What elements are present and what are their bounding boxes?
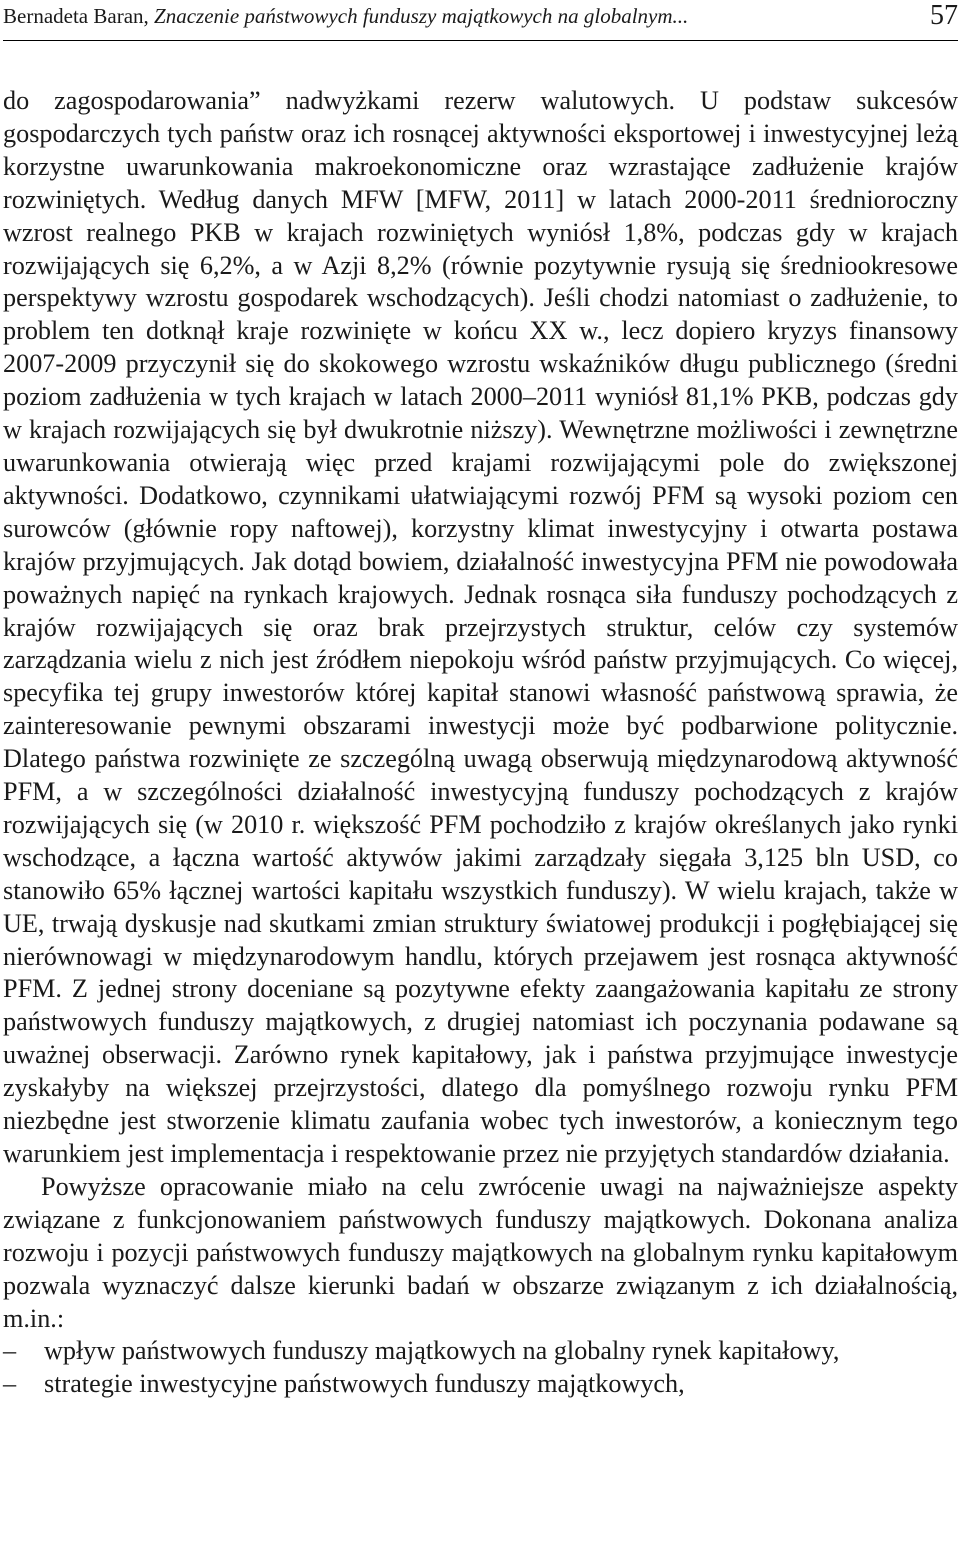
header-title: Znaczenie państwowych funduszy majątkowych na globalnym... [154,4,689,28]
list-item-text: wpływ państwowych funduszy majątkowych na globalny rynek kapitałowy, [44,1336,840,1366]
list-item [3,1368,958,1401]
list-marker: – [3,1369,17,1399]
paragraph: do zagospodarowania” nadwyżkami rezerw walutowych. U podstaw sukcesów gospodarczych tych państw oraz ich rosnącej aktywności eksportowej i inwestycyjnej leżą korzystne uwarunkowania makroekonomiczne oraz wzrastające zadłużenie krajów rozwiniętych. Według danych MFW [MFW, 2011] w latach 2000-2011 średnioroczny wzrost realnego PKB w krajach rozwiniętych wyniósł 1,8%, podczas gdy w krajach rozwijających się 6,2%, a w Azji 8,2% (równie pozytywnie rysują się średniookresowe perspektywy wzrostu gospodarek wschodzących). Jeśli chodzi natomiast o zadłużenie, to problem ten dotknął kraje rozwinięte w końcu XX w., lecz dopiero kryzys finansowy 2007-2009 przyczynił się do skokowego wzrostu wskaźników długu publicznego (średni poziom zadłużenia w tych krajach w latach 2000–2011 wyniósł 81,1% PKB, podczas gdy w krajach rozwijających się był dwukrotnie niższy). Wewnętrzne możliwości i zewnętrzne uwarunkowania otwierają więc przed krajami rozwijającymi pole do zwiększonej aktywności. Dodatkowo, czynnikami ułatwiającymi rozwój PFM są wysoki poziom cen surowców (głównie ropy naftowej), korzystny klimat inwestycyjny i otwarta postawa krajów przyjmujących. Jak dotąd bowiem, działalność inwestycyjna PFM nie powodowała poważnych napięć na rynkach krajowych. Jednak rosnąca siła funduszy pochodzących z krajów rozwijających się oraz brak przejrzystych struktur, celów czy systemów zarządzania wielu z nich jest źródłem niepokoju wśród państw przyjmujących. Co więcej, specyfika tej grupy inwestorów której kapitał stanowi własność państwową sprawia, że zainteresowanie pewnymi obszarami inwestycji może być podbarwione politycznie. Dlatego państwa rozwinięte ze szczególną uwagą obserwują międzynarodową aktywność PFM, a w szczególności działalność inwestycyjną funduszy pochodzących z krajów rozwijających się (w 2010 r. większość PFM pochodziło z krajów określanych jako rynki wschodzące, a łączna wartość aktywów jakimi zarządzały sięgała 3,125 bln USD, co stanowiło 65% łącznej wartości kapitału wszystkich funduszy). W wielu krajach, także w UE, trwają dyskusje nad skutkami zmian struktury światowej produkcji i pogłębiającej się nierównowagi w międzynarodowym handlu, których przejawem jest rosnąca aktywność PFM. Z jednej strony doceniane są pozytywne efekty zaangażowania kapitału ze strony państwowych funduszy majątkowych, z drugiej natomiast ich poczynania podawane są uważnej obserwacji. Zarówno rynek kapitałowy, jak i państwa przyjmujące inwestycje zyskałyby na większej przejrzystości, dlatego dla pomyślnego rozwoju rynku PFM niezbędne jest stworzenie klimatu zaufania wobec tych inwestorów, a koniecznym tego warunkiem jest implementacja i respektowanie przez nie przyjętych standardów działania. [3,86,958,1168]
paragraph: Powyższe opracowanie miało na celu zwrócenie uwagi na najważniejsze aspekty związane z funkcjonowaniem państwowych funduszy majątkowych. Dokonana analiza rozwoju i pozycji państwowych funduszy majątkowych na globalnym rynku kapitałowym pozwala wyznaczyć dalsze kierunki badań w obszarze związanym z ich działalnością, m.in.: [3,1171,958,1333]
list-item [3,1335,958,1368]
page-number: 57 [930,0,958,31]
document-page [3,0,958,1401]
header-text [3,4,688,29]
list-marker: – [3,1336,17,1366]
research-directions-list [3,1335,958,1401]
body-text [3,85,958,1401]
list-item-text: strategie inwestycyjne państwowych funduszy majątkowych, [44,1369,685,1399]
header-author: Bernadeta Baran, [3,4,155,28]
running-header [3,0,958,41]
